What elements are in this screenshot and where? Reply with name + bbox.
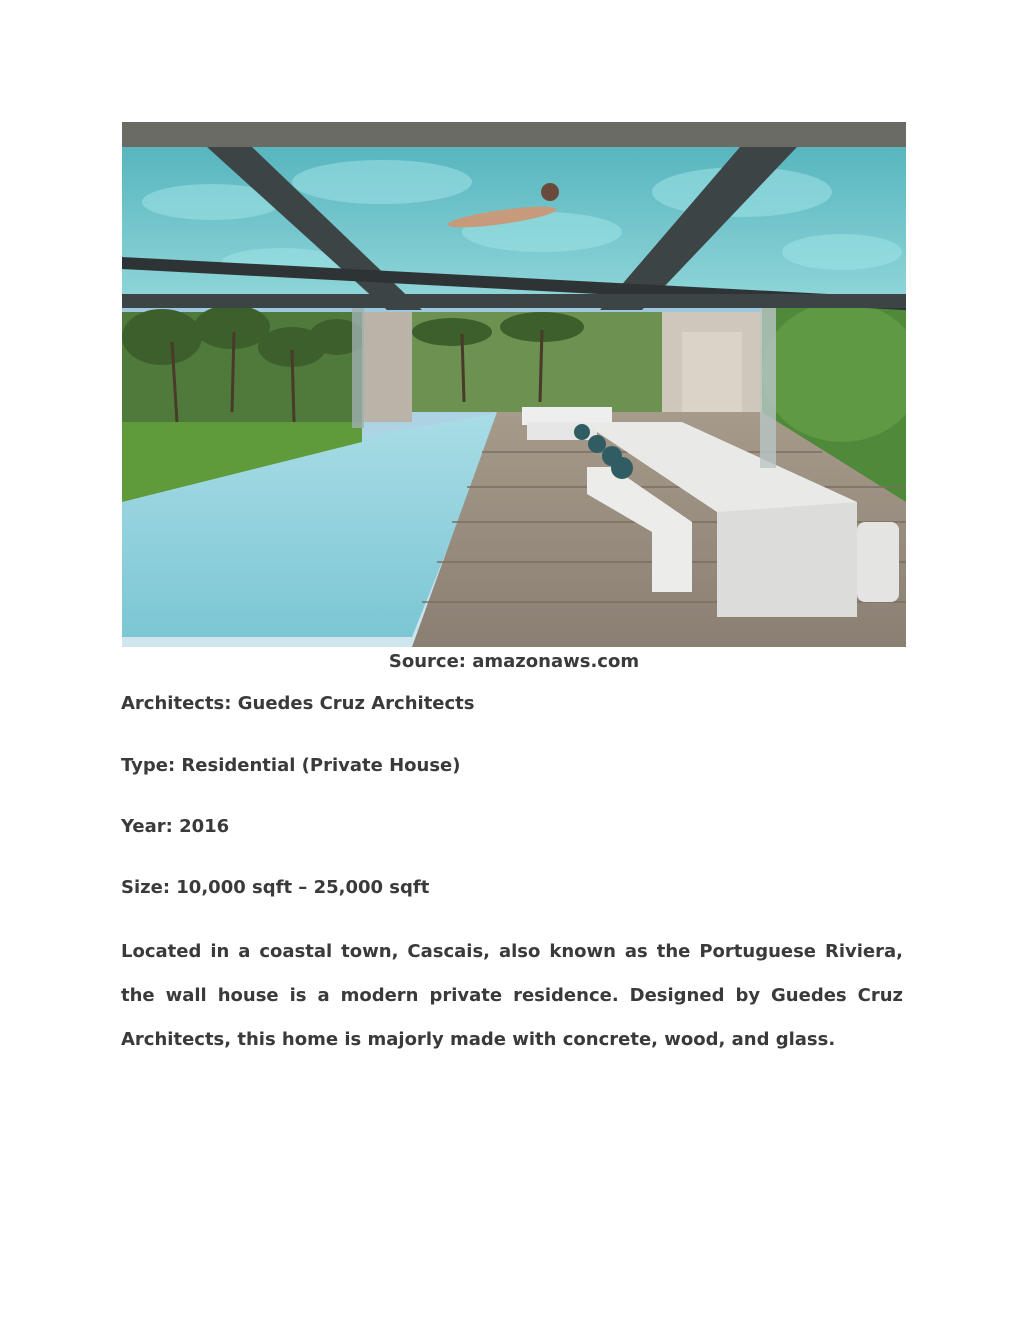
architects-field: Architects: Guedes Cruz Architects xyxy=(121,693,475,714)
image-caption: Source: amazonaws.com xyxy=(388,651,640,672)
year-field: Year: 2016 xyxy=(121,816,230,837)
type-field: Type: Residential (Private House) xyxy=(121,755,461,776)
size-field: Size: 10,000 sqft – 25,000 sqft xyxy=(121,877,430,898)
house-photo xyxy=(122,122,906,647)
description-paragraph: Located in a coastal town, Cascais, also known as the Portuguese Riviera, the wall house is a modern private residence. Designed by Guedes Cruz Architects, this home is majorly made with concrete, wood, and glass. xyxy=(121,941,903,1050)
